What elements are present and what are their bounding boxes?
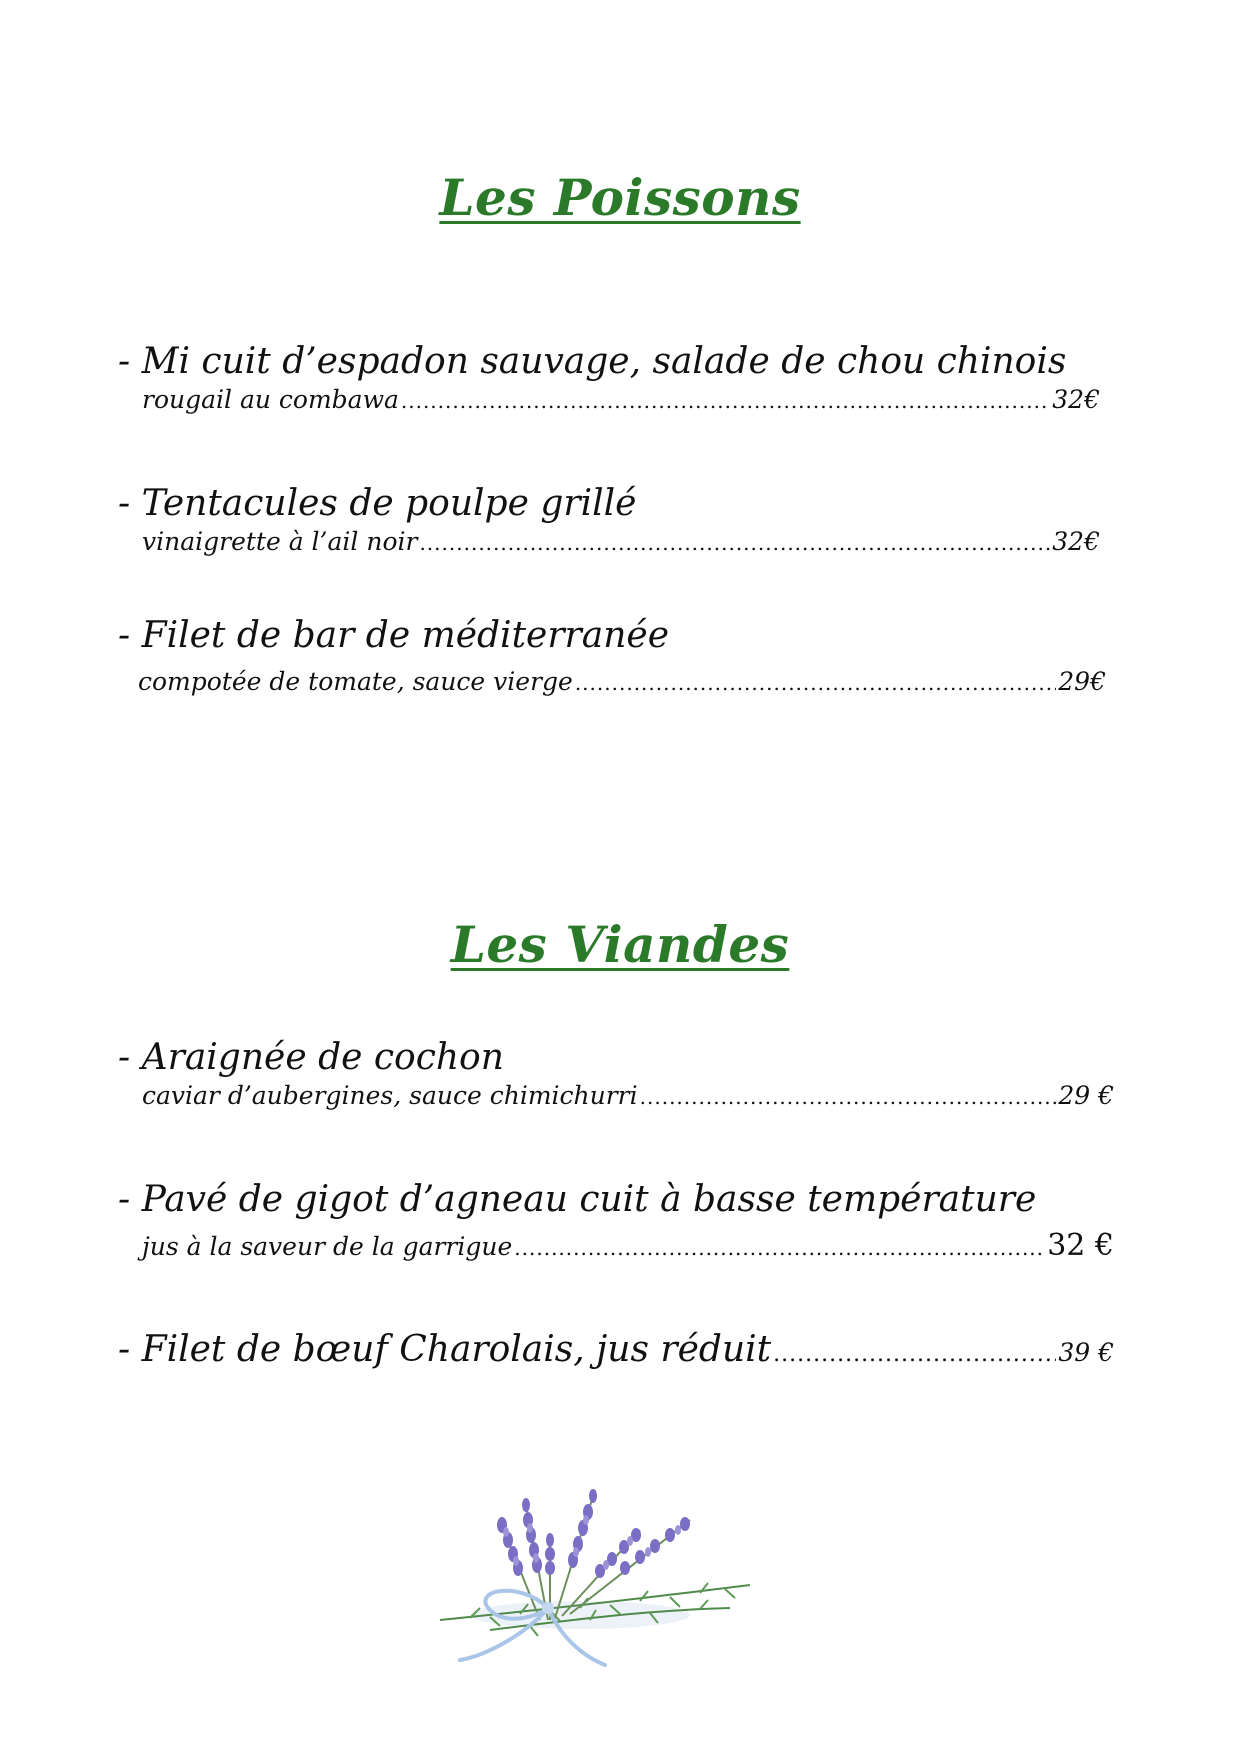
dish-description: compotée de tomate, sauce vierge xyxy=(138,667,573,696)
dish-price: 39 € xyxy=(1058,1338,1114,1367)
dish-description: caviar d’aubergines, sauce chimichurri xyxy=(142,1081,638,1110)
dot-leader xyxy=(419,527,1050,559)
dish-name: - Mi cuit d’espadon sauvage, salade de chou chinois xyxy=(118,341,1067,382)
dish-desc-row xyxy=(142,1230,1114,1264)
dish-price: 32€ xyxy=(1052,527,1100,556)
menu-item xyxy=(118,614,1106,699)
dish-desc-row xyxy=(142,526,1100,559)
dish-name: - Araignée de cochon xyxy=(118,1037,504,1078)
section-title-viandes: Les Viandes xyxy=(450,915,790,974)
dish-description: vinaigrette à l’ail noir xyxy=(142,527,418,556)
menu-item xyxy=(118,482,1100,559)
dish-name: - Pavé de gigot d’agneau cuit à basse température xyxy=(118,1179,1037,1220)
dish-price: 29 € xyxy=(1058,1081,1114,1110)
dish-price: 32 € xyxy=(1047,1228,1114,1263)
dish-name: - Filet de bar de méditerranée xyxy=(118,615,670,656)
dish-desc-row xyxy=(138,666,1106,699)
dot-leader xyxy=(575,667,1056,699)
dot-leader xyxy=(401,385,1050,417)
dish-single-row xyxy=(118,1328,1114,1372)
dot-leader xyxy=(514,1232,1045,1264)
dish-desc-row xyxy=(142,384,1100,417)
dish-name: - Filet de bœuf Charolais, jus réduit xyxy=(118,1329,772,1370)
dot-leader xyxy=(773,1339,1056,1371)
menu-item xyxy=(118,1178,1114,1264)
section-title-poissons: Les Poissons xyxy=(439,168,801,227)
menu-item xyxy=(118,340,1100,417)
menu-item xyxy=(118,1328,1114,1372)
dish-description: jus à la saveur de la garrigue xyxy=(142,1232,513,1261)
dot-leader xyxy=(640,1081,1057,1113)
dish-desc-row xyxy=(142,1080,1114,1113)
menu-item xyxy=(118,1036,1114,1113)
dish-name: - Tentacules de poulpe grillé xyxy=(118,483,637,524)
lavender-bouquet-icon xyxy=(430,1480,780,1670)
dish-price: 32€ xyxy=(1052,385,1100,414)
dish-description: rougail au combawa xyxy=(142,385,399,414)
dish-price: 29€ xyxy=(1058,667,1106,696)
